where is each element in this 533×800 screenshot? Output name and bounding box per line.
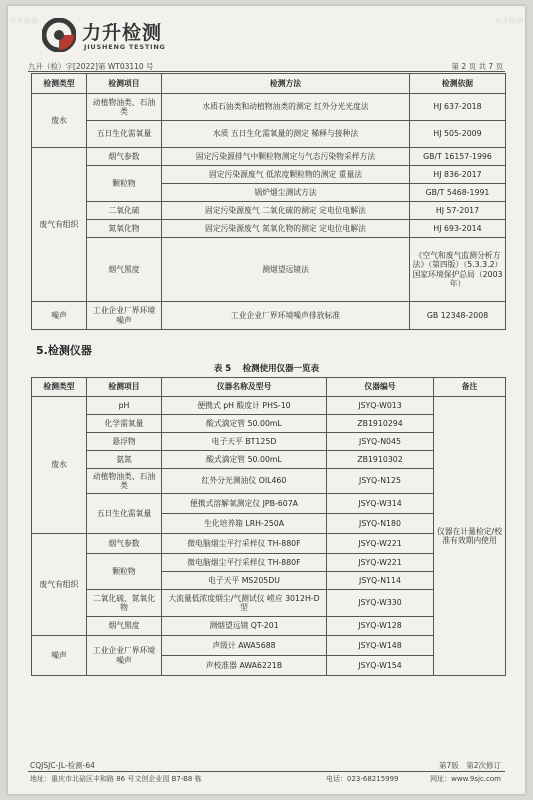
test-basis: GB/T 5468-1991 [410, 184, 506, 202]
logo-subtext: JIUSHENG TESTING [84, 43, 166, 51]
instrument-name: 酸式滴定管 50.00mL [162, 415, 327, 433]
test-method: 水质石油类和动植物油类的测定 红外分光光度法 [162, 94, 410, 121]
test-item: 化学需氧量 [87, 415, 162, 433]
report-number: 九升（检）字[2022]第 WT03110 号 [28, 62, 154, 71]
header-divider [28, 71, 505, 72]
test-type: 废水 [32, 94, 87, 148]
instrument-name: 大流量低浓度烟尘/气测试仪 崂应 3012H-D 型 [162, 590, 327, 617]
method-table [31, 73, 506, 330]
test-item: 悬浮物 [87, 433, 162, 451]
test-method: 锅炉烟尘测试方法 [162, 184, 410, 202]
watermark-right: 九升检测 [495, 17, 523, 25]
test-basis: HJ 57-2017 [410, 202, 506, 220]
instrument-table [31, 377, 506, 676]
test-item: 五日生化需氧量 [87, 121, 162, 148]
table-row [32, 94, 506, 121]
test-item: pH [87, 397, 162, 415]
test-method: 固定污染源排气中颗粒物测定与气态污染物采样方法 [162, 148, 410, 166]
table-row [32, 220, 506, 238]
test-item: 颗粒物 [87, 166, 162, 202]
table-row [32, 238, 506, 302]
instrument-name: 便携式 pH 酸度计 PHS-10 [162, 397, 327, 415]
test-item: 工业企业厂界环境噪声 [87, 302, 162, 330]
form-code: CQJSJC-JL-检测-64 [30, 761, 95, 770]
instrument-name: 微电脑烟尘平行采样仪 TH-880F [162, 534, 327, 554]
col-header: 检测方法 [162, 74, 410, 94]
company-logo [42, 18, 192, 56]
table-row [32, 202, 506, 220]
watermark-left: 九升检测 [10, 17, 38, 25]
page-indicator: 第 2 页 共 7 页 [451, 62, 503, 71]
test-basis: HJ 505-2009 [410, 121, 506, 148]
test-type: 废水 [32, 397, 87, 534]
table-row [32, 121, 506, 148]
logo-mark-icon [42, 18, 76, 52]
test-item: 氮氧化物 [87, 220, 162, 238]
section-title: 5.检测仪器 [36, 344, 92, 357]
col-header: 仪器编号 [327, 378, 434, 397]
footer-divider [28, 771, 505, 772]
instrument-id: JSYQ-W128 [327, 617, 434, 636]
test-item: 烟气黑度 [87, 238, 162, 302]
col-header: 检测类型 [32, 74, 87, 94]
footer-address: 地址：重庆市北碚区丰和路 86 号文创企业园 B7-B8 栋 [30, 775, 202, 783]
instrument-name: 声校准器 AWA6221B [162, 656, 327, 676]
test-method: 固定污染源废气 低浓度颗粒物的测定 重量法 [162, 166, 410, 184]
test-item: 烟气黑度 [87, 617, 162, 636]
table-caption: 表 5 检测使用仪器一览表 [213, 364, 320, 374]
instrument-id: JSYQ-W013 [327, 397, 434, 415]
footer-website: 网址：www.9sjc.com [430, 775, 501, 783]
col-header: 检测类型 [32, 378, 87, 397]
instrument-id: JSYQ-W221 [327, 534, 434, 554]
test-item: 动植物油类、石油类 [87, 94, 162, 121]
test-method: 工业企业厂界环境噪声排放标准 [162, 302, 410, 330]
col-header: 备注 [434, 378, 506, 397]
test-item: 烟气参数 [87, 148, 162, 166]
instrument-name: 红外分光测油仪 OIL460 [162, 469, 327, 494]
test-item: 工业企业厂界环境噪声 [87, 636, 162, 676]
instrument-name: 酸式滴定管 50.00mL [162, 451, 327, 469]
instrument-name: 电子天平 MS205DU [162, 572, 327, 590]
test-type: 噪声 [32, 636, 87, 676]
instrument-name: 电子天平 BT125D [162, 433, 327, 451]
test-method: 测烟望远镜法 [162, 238, 410, 302]
logo-text: 力升检测 [82, 22, 163, 44]
table-row [32, 166, 506, 184]
test-item: 二氧化硫、氮氧化物 [87, 590, 162, 617]
instrument-id: JSYQ-W221 [327, 554, 434, 572]
col-header: 仪器名称及型号 [162, 378, 327, 397]
instrument-id: JSYQ-W148 [327, 636, 434, 656]
instrument-id: JSYQ-W314 [327, 494, 434, 514]
instrument-id: JSYQ-N114 [327, 572, 434, 590]
test-basis: GB/T 16157-1996 [410, 148, 506, 166]
table-header-row [32, 74, 506, 94]
test-item: 二氧化硫 [87, 202, 162, 220]
table-row [32, 397, 506, 415]
instrument-name: 声级计 AWA5688 [162, 636, 327, 656]
test-item: 氨氮 [87, 451, 162, 469]
test-basis: 《空气和废气监测分析方法》（第四版）（5.3.3.2）国家环境保护总局（2003 年） [410, 238, 506, 302]
instrument-id: ZB1910302 [327, 451, 434, 469]
remark-cell: 仪器在计量检定/校准有效期内使用 [434, 397, 506, 676]
test-item: 烟气参数 [87, 534, 162, 554]
col-header: 检测项目 [87, 74, 162, 94]
test-basis: GB 12348-2008 [410, 302, 506, 330]
table-row [32, 148, 506, 166]
instrument-id: JSYQ-N045 [327, 433, 434, 451]
instrument-name: 微电脑烟尘平行采样仪 TH-880F [162, 554, 327, 572]
test-item: 五日生化需氧量 [87, 494, 162, 534]
test-method: 水质 五日生化需氧量的测定 稀释与接种法 [162, 121, 410, 148]
test-method: 固定污染源废气 二氧化硫的测定 定电位电解法 [162, 202, 410, 220]
col-header: 检测依据 [410, 74, 506, 94]
report-page [8, 6, 525, 794]
test-type: 废气有组织 [32, 534, 87, 636]
test-item: 动植物油类、石油类 [87, 469, 162, 494]
test-method: 固定污染源废气 氮氧化物的测定 定电位电解法 [162, 220, 410, 238]
instrument-name: 生化培养箱 LRH-250A [162, 514, 327, 534]
test-basis: HJ 836-2017 [410, 166, 506, 184]
test-basis: HJ 693-2014 [410, 220, 506, 238]
instrument-id: JSYQ-N125 [327, 469, 434, 494]
edition-label: 第7版 第2次修订 [438, 761, 501, 770]
footer-phone: 电话：023-68215999 [326, 775, 399, 783]
test-item: 颗粒物 [87, 554, 162, 590]
table-header-row [32, 378, 506, 397]
instrument-name: 便携式溶解氧测定仪 JPB-607A [162, 494, 327, 514]
instrument-id: JSYQ-N180 [327, 514, 434, 534]
test-type: 废气有组织 [32, 148, 87, 302]
col-header: 检测项目 [87, 378, 162, 397]
instrument-id: JSYQ-W330 [327, 590, 434, 617]
table-row [32, 302, 506, 330]
test-type: 噪声 [32, 302, 87, 330]
test-basis: HJ 637-2018 [410, 94, 506, 121]
instrument-id: JSYQ-W154 [327, 656, 434, 676]
instrument-id: ZB1910294 [327, 415, 434, 433]
instrument-name: 测烟望远镜 QT-201 [162, 617, 327, 636]
